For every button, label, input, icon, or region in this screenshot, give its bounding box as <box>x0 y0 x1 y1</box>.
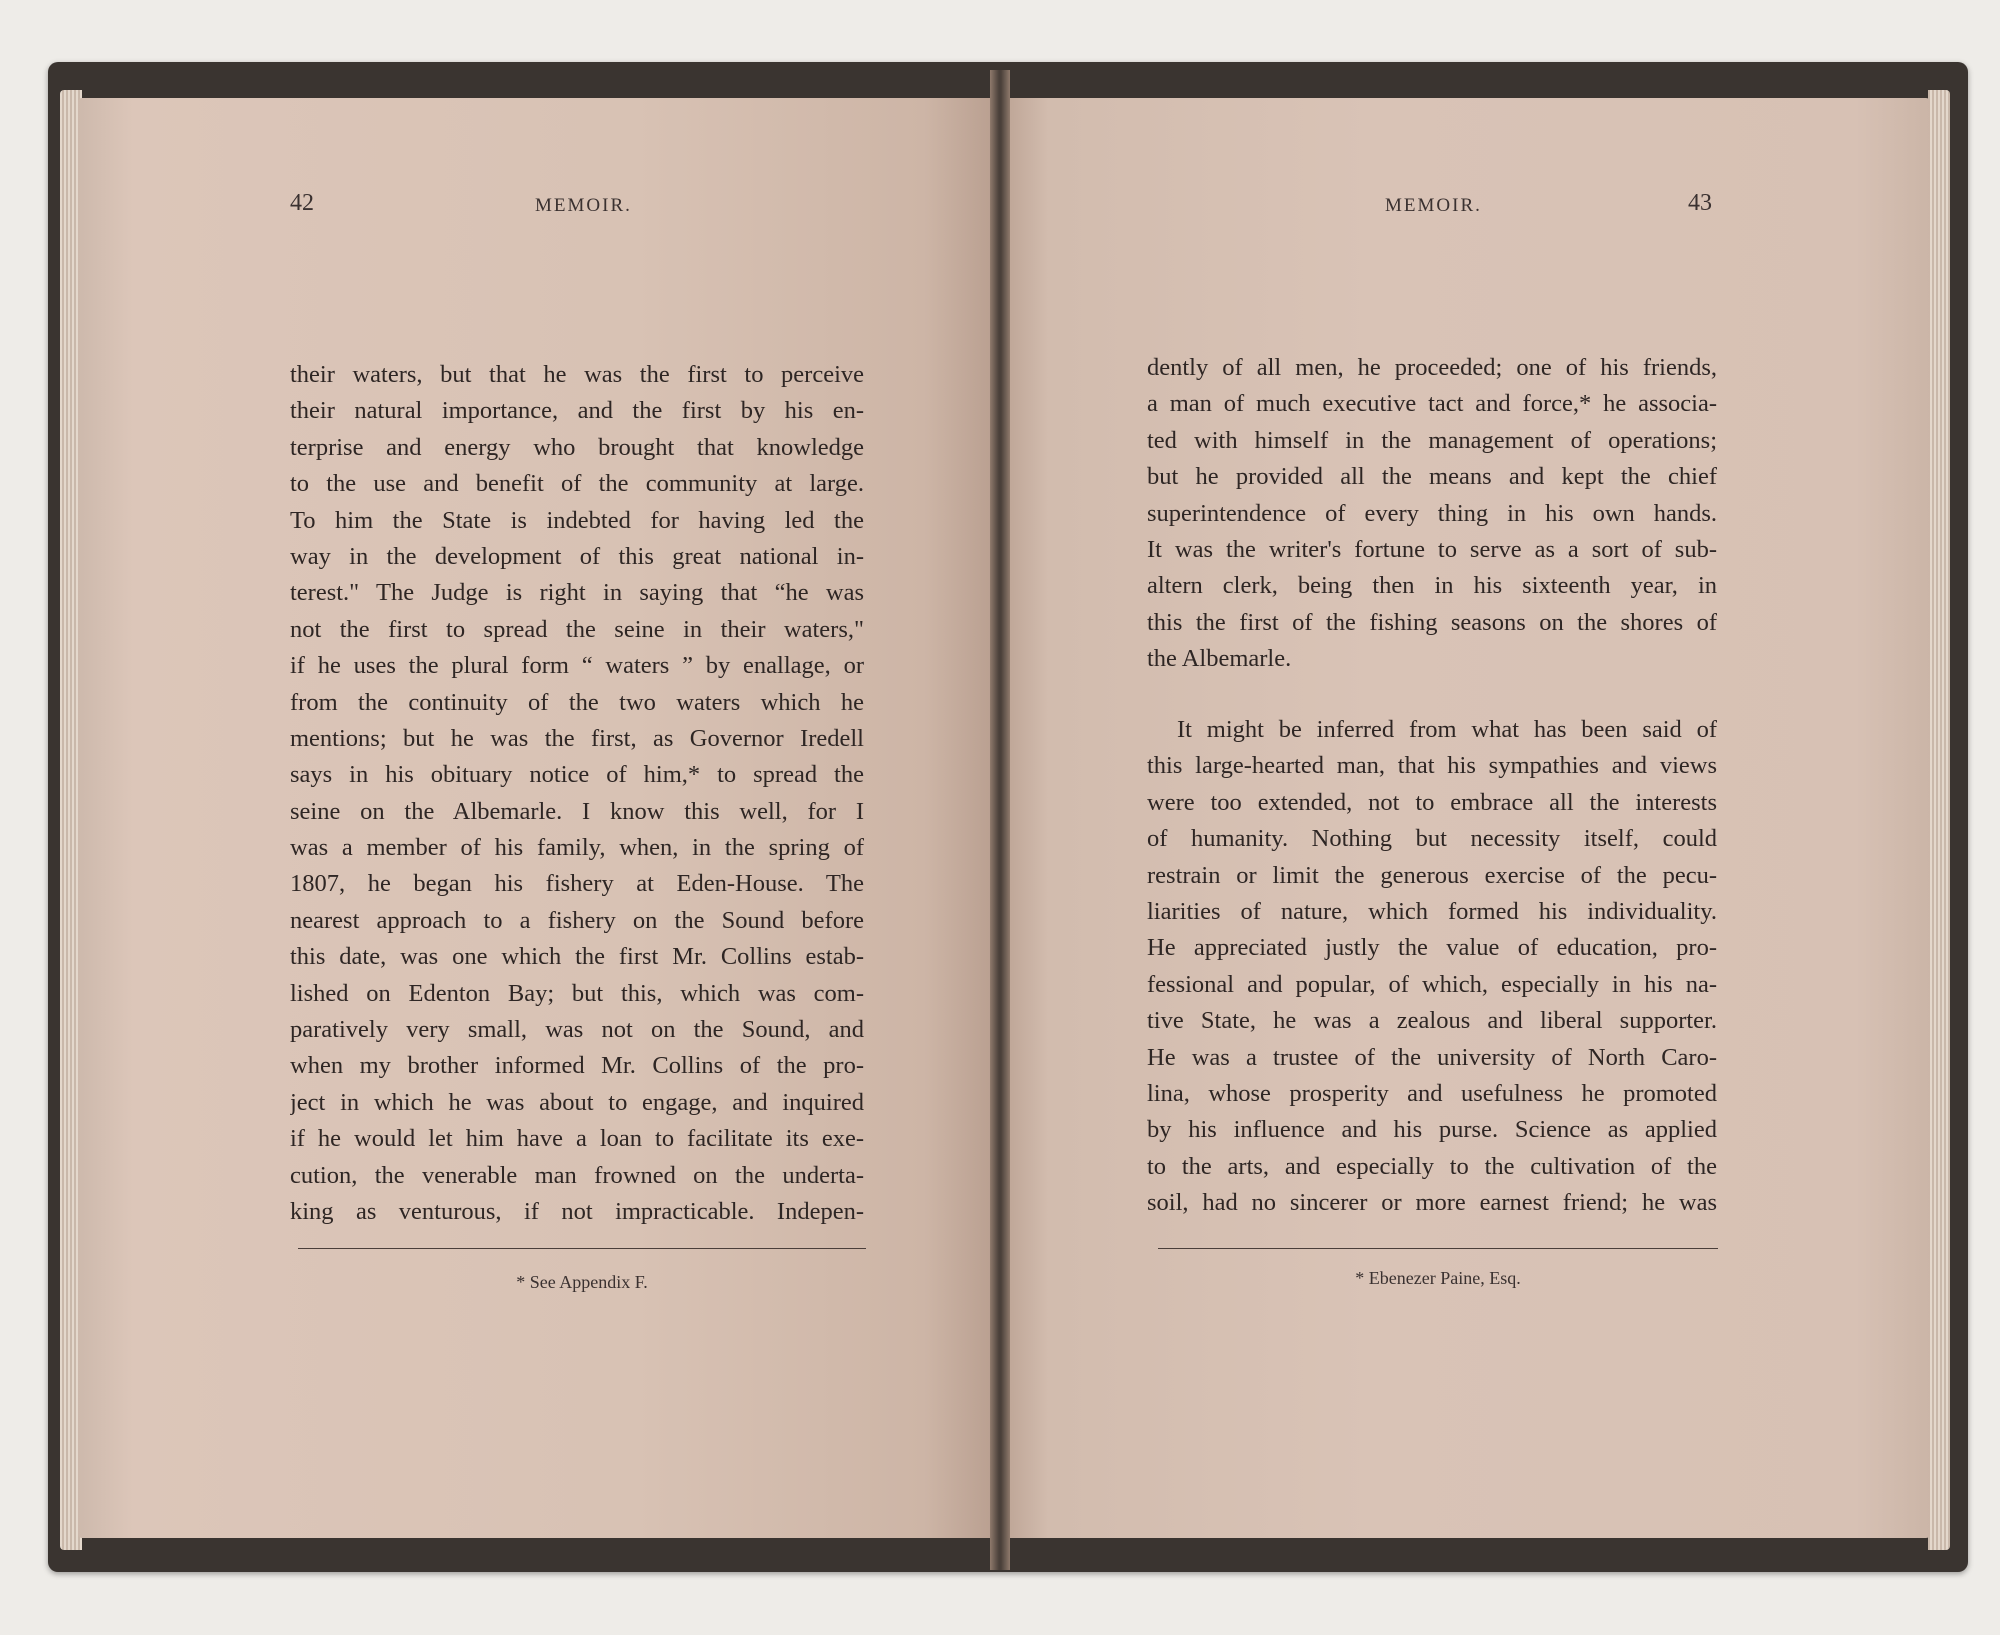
text-line: lina, whose prosperity and usefulness he promoted <box>1147 1079 1717 1107</box>
book-gutter <box>990 70 1010 1570</box>
text-line: their waters, but that he was the first to perceive <box>290 361 864 388</box>
text-line: To him the State is indebted for having led the <box>290 506 864 534</box>
text-line: ject in which he was about to engage, and inquired <box>290 1088 864 1116</box>
text-line: altern clerk, being then in his sixteenth year, in <box>1147 572 1717 600</box>
text-line: was a member of his family, when, in the spring of <box>290 834 864 862</box>
left-body-text <box>290 357 864 1230</box>
text-line: It might be inferred from what has been said of <box>1177 716 1717 743</box>
text-line: from the continuity of the two waters which he <box>290 688 864 716</box>
text-line: terprise and energy who brought that knowledge <box>290 433 864 461</box>
right-paragraph-2 <box>1147 712 1717 1221</box>
text-line: not the first to spread the seine in their waters," <box>290 615 864 643</box>
left-running-head: MEMOIR. <box>535 195 632 216</box>
right-footnote: * Ebenezer Paine, Esq. <box>1355 1268 1521 1288</box>
text-line: ted with himself in the management of operations; <box>1147 426 1717 454</box>
left-page-number: 42 <box>290 190 314 216</box>
text-line: soil, had no sincerer or more earnest friend; he was <box>1147 1189 1717 1217</box>
text-line: He appreciated justly the value of education, pro- <box>1147 934 1717 962</box>
text-line: says in his obituary notice of him,* to spread the <box>290 761 864 789</box>
text-line: of humanity. Nothing but necessity itself, could <box>1147 825 1717 853</box>
text-line: but he provided all the means and kept the chief <box>1147 463 1717 491</box>
text-line: by his influence and his purse. Science as applied <box>1147 1116 1717 1144</box>
text-line: It was the writer's fortune to serve as a sort of sub- <box>1147 535 1717 563</box>
text-line: restrain or limit the generous exercise of the pecu- <box>1147 861 1717 889</box>
text-line: He was a trustee of the university of North Caro- <box>1147 1043 1717 1071</box>
text-line: their natural importance, and the first by his en- <box>290 397 864 425</box>
left-footnote-rule <box>298 1248 866 1249</box>
text-line: this date, was one which the first Mr. Collins estab- <box>290 943 864 971</box>
right-paragraph-1 <box>1147 350 1717 678</box>
text-line: mentions; but he was the first, as Governor Iredell <box>290 724 864 752</box>
text-line: tive State, he was a zealous and liberal supporter. <box>1147 1007 1717 1035</box>
right-footnote-rule <box>1158 1248 1718 1249</box>
text-line: terest." The Judge is right in saying that “he was <box>290 579 864 607</box>
text-line: dently of all men, he proceeded; one of his friends, <box>1147 354 1717 381</box>
text-line: paratively very small, was not on the Sound, and <box>290 1016 864 1044</box>
text-line: fessional and popular, of which, especially in his na- <box>1147 970 1717 998</box>
text-line: the Albemarle. <box>1147 645 1292 673</box>
text-line: a man of much executive tact and force,* he associa- <box>1147 390 1717 418</box>
text-line: to the use and benefit of the community at large. <box>290 470 864 498</box>
text-line: lished on Edenton Bay; but this, which was com- <box>290 979 864 1007</box>
text-line: superintendence of every thing in his own hands. <box>1147 499 1717 527</box>
text-line: if he uses the plural form “ waters ” by enallage, or <box>290 652 864 680</box>
text-line: liarities of nature, which formed his individuality. <box>1147 897 1717 925</box>
text-line: this the first of the fishing seasons on the shores of <box>1147 608 1717 636</box>
right-running-head: MEMOIR. <box>1385 195 1482 216</box>
text-line: king as venturous, if not impracticable. Indepen- <box>290 1197 864 1225</box>
text-line: nearest approach to a fishery on the Sound before <box>290 906 864 934</box>
right-page-edges <box>1928 90 1950 1550</box>
left-footnote: * See Appendix F. <box>516 1272 648 1292</box>
right-page-number: 43 <box>1688 190 1712 216</box>
text-line: to the arts, and especially to the cultivation of the <box>1147 1152 1717 1180</box>
text-line: 1807, he began his fishery at Eden-House. The <box>290 870 864 898</box>
text-line: when my brother informed Mr. Collins of the pro- <box>290 1052 864 1080</box>
text-line: this large-hearted man, that his sympathies and views <box>1147 752 1717 780</box>
text-line: way in the development of this great national in- <box>290 542 864 570</box>
text-line: seine on the Albemarle. I know this well, for I <box>290 797 864 825</box>
text-line: if he would let him have a loan to facilitate its exe- <box>290 1125 864 1153</box>
text-line: were too extended, not to embrace all the interests <box>1147 788 1717 816</box>
text-line: cution, the venerable man frowned on the underta- <box>290 1161 864 1189</box>
